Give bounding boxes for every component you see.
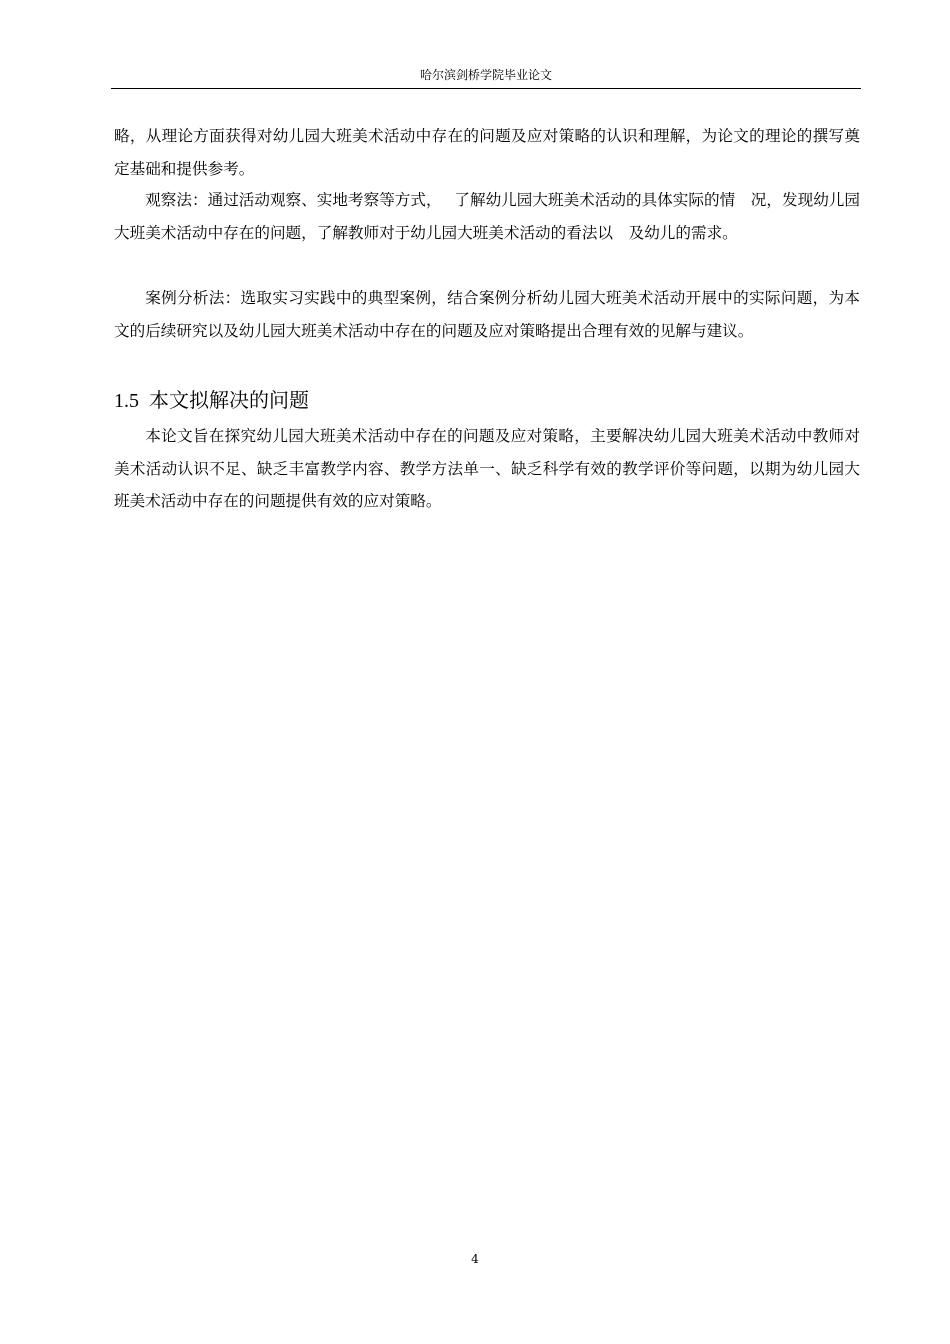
body-paragraph-continuation <box>114 120 860 185</box>
section-heading <box>114 385 309 416</box>
page-header <box>111 66 861 89</box>
section-number: 1.5 <box>114 390 139 412</box>
header-title: 哈尔滨剑桥学院毕业论文 <box>419 68 552 82</box>
paragraph-text: 观察法：通过活动观察、实地考察等方式， 了解幼儿园大班美术活动的具体实际的情 况，发现幼儿园大班美术活动中存在的问题，了解教师对于幼儿园大班美术活动的看法以 及幼儿的需求。 <box>114 191 860 242</box>
body-paragraph-case-analysis-method <box>114 282 860 347</box>
section-title: 本文拟解决的问题 <box>149 388 309 412</box>
page-number: 4 <box>471 1252 479 1266</box>
body-paragraph-observation-method <box>114 184 860 249</box>
body-paragraph-problems-to-solve <box>114 420 860 518</box>
paragraph-text: 案例分析法：选取实习实践中的典型案例，结合案例分析幼儿园大班美术活动开展中的实际问题，为本文的后续研究以及幼儿园大班美术活动中存在的问题及应对策略提出合理有效的见解与建议。 <box>114 289 860 340</box>
paragraph-text: 本论文旨在探究幼儿园大班美术活动中存在的问题及应对策略，主要解决幼儿园大班美术活动中教师对美术活动认识不足、缺乏丰富教学内容、教学方法单一、缺乏科学有效的教学评价等问题，以期为幼儿园大班美术活动中存在的问题提供有效的应对策略。 <box>114 427 860 510</box>
paragraph-text: 略，从理论方面获得对幼儿园大班美术活动中存在的问题及应对策略的认识和理解，为论文的理论的撰写奠定基础和提供参考。 <box>114 127 860 178</box>
